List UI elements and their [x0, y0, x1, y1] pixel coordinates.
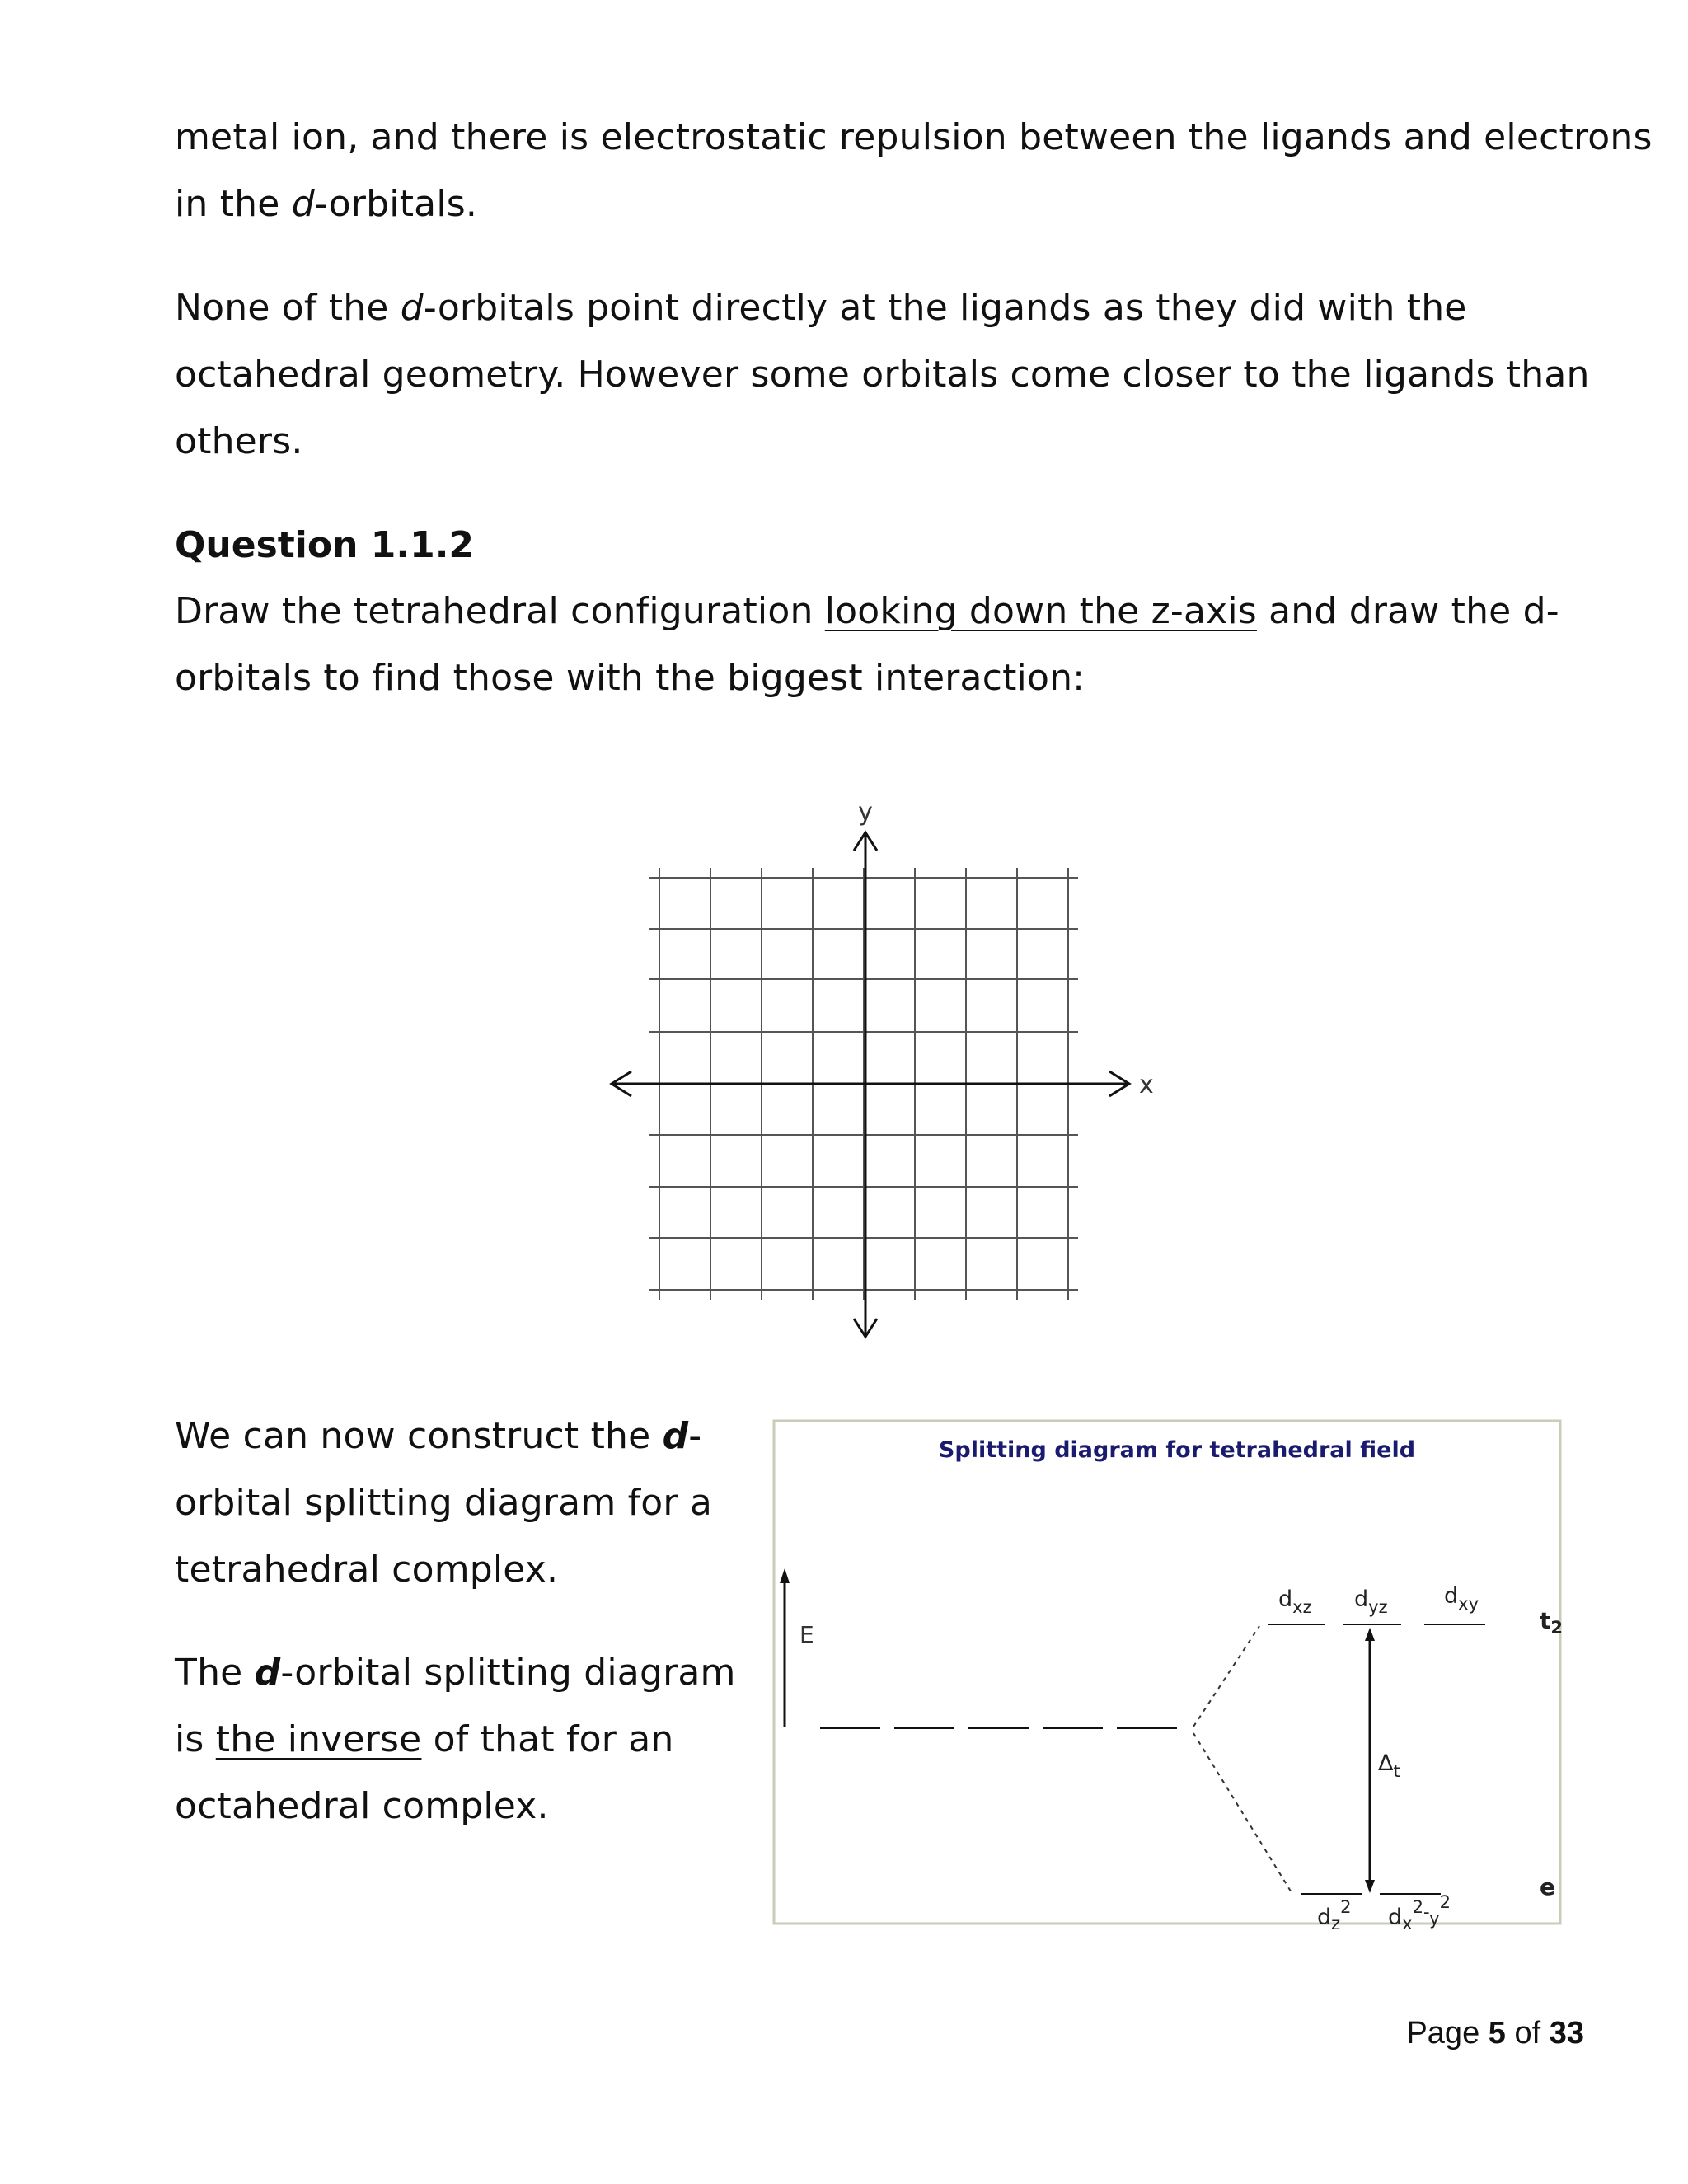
- question-line-1b: and draw the d-: [1256, 590, 1559, 632]
- construct-line-1c: -: [688, 1415, 702, 1457]
- t2-label: $t_2$: [1540, 1607, 1564, 1638]
- construct-paragraph: [175, 1403, 712, 1603]
- inverse-line-1c: -orbital splitting diagram: [280, 1652, 736, 1694]
- intro-line-2a: in the: [175, 183, 292, 225]
- energy-label: E: [799, 1621, 814, 1648]
- intro-paragraph: [175, 104, 1653, 237]
- inverse-line-2a: is: [175, 1718, 216, 1760]
- e-label: e: [1540, 1873, 1555, 1900]
- page-middle: of: [1505, 2016, 1550, 2050]
- intro-d-italic: d: [291, 183, 315, 225]
- para2-line-1a: None of the: [175, 287, 401, 329]
- xy-grid-figure: [602, 791, 1179, 1352]
- construct-line-2: orbital splitting diagram for a: [175, 1482, 713, 1524]
- para2-d-italic: d: [400, 287, 424, 329]
- question-heading: Question 1.1.2: [175, 524, 475, 566]
- construct-line-1a: We can now construct the: [175, 1415, 663, 1457]
- tetrahedral-splitting-diagram: [773, 1420, 1564, 1933]
- page-total: 33: [1549, 2016, 1584, 2050]
- question-line-1a: Draw the tetrahedral configuration: [175, 590, 825, 632]
- orbital-paragraph: [175, 274, 1590, 475]
- page-current: 5: [1488, 2016, 1506, 2050]
- dx2-y2-label: $d_x^2_{-y}^2$: [1388, 1892, 1451, 1933]
- page-number: [1406, 2013, 1584, 2054]
- question-underlined: looking down the z-axis: [824, 590, 1257, 632]
- grid-axes: [612, 832, 1129, 1337]
- x-axis-label: x: [1139, 1071, 1154, 1099]
- dxz-label: $d_{xz}$: [1278, 1586, 1312, 1617]
- delta-t-label: $\Delta_t$: [1378, 1750, 1400, 1781]
- dxy-label: $d_{xy}$: [1444, 1583, 1479, 1614]
- inverse-paragraph: [175, 1639, 736, 1840]
- construct-line-3: tetrahedral complex.: [175, 1549, 559, 1591]
- y-axis-label: y: [858, 798, 873, 827]
- para2-line-1b: -orbitals point directly at the ligands as they did with the: [423, 287, 1467, 329]
- inverse-d-bold: d: [254, 1652, 281, 1694]
- intro-line-1: metal ion, and there is electrostatic repulsion between the ligands and electrons: [175, 116, 1653, 158]
- diagram-title: Splitting diagram for tetrahedral field: [938, 1437, 1416, 1463]
- inverse-line-2b: of that for an: [421, 1718, 674, 1760]
- diagram-frame: [774, 1421, 1560, 1924]
- inverse-line-3: octahedral complex.: [175, 1785, 549, 1827]
- para2-line-2: octahedral geometry. However some orbitals come closer to the ligands than: [175, 354, 1590, 396]
- dz2-label: $d_z^2$: [1317, 1897, 1352, 1933]
- dyz-label: $d_{yz}$: [1354, 1586, 1388, 1617]
- intro-line-2b: -orbitals.: [314, 183, 478, 225]
- construct-d-bold: d: [662, 1415, 689, 1457]
- inverse-line-1a: The: [175, 1652, 255, 1694]
- para2-line-3: others.: [175, 420, 303, 462]
- question-line-2: orbitals to find those with the biggest interaction:: [175, 657, 1085, 699]
- page-prefix: Page: [1406, 2016, 1489, 2050]
- question-text: [175, 578, 1559, 711]
- inverse-underlined: the inverse: [215, 1718, 422, 1760]
